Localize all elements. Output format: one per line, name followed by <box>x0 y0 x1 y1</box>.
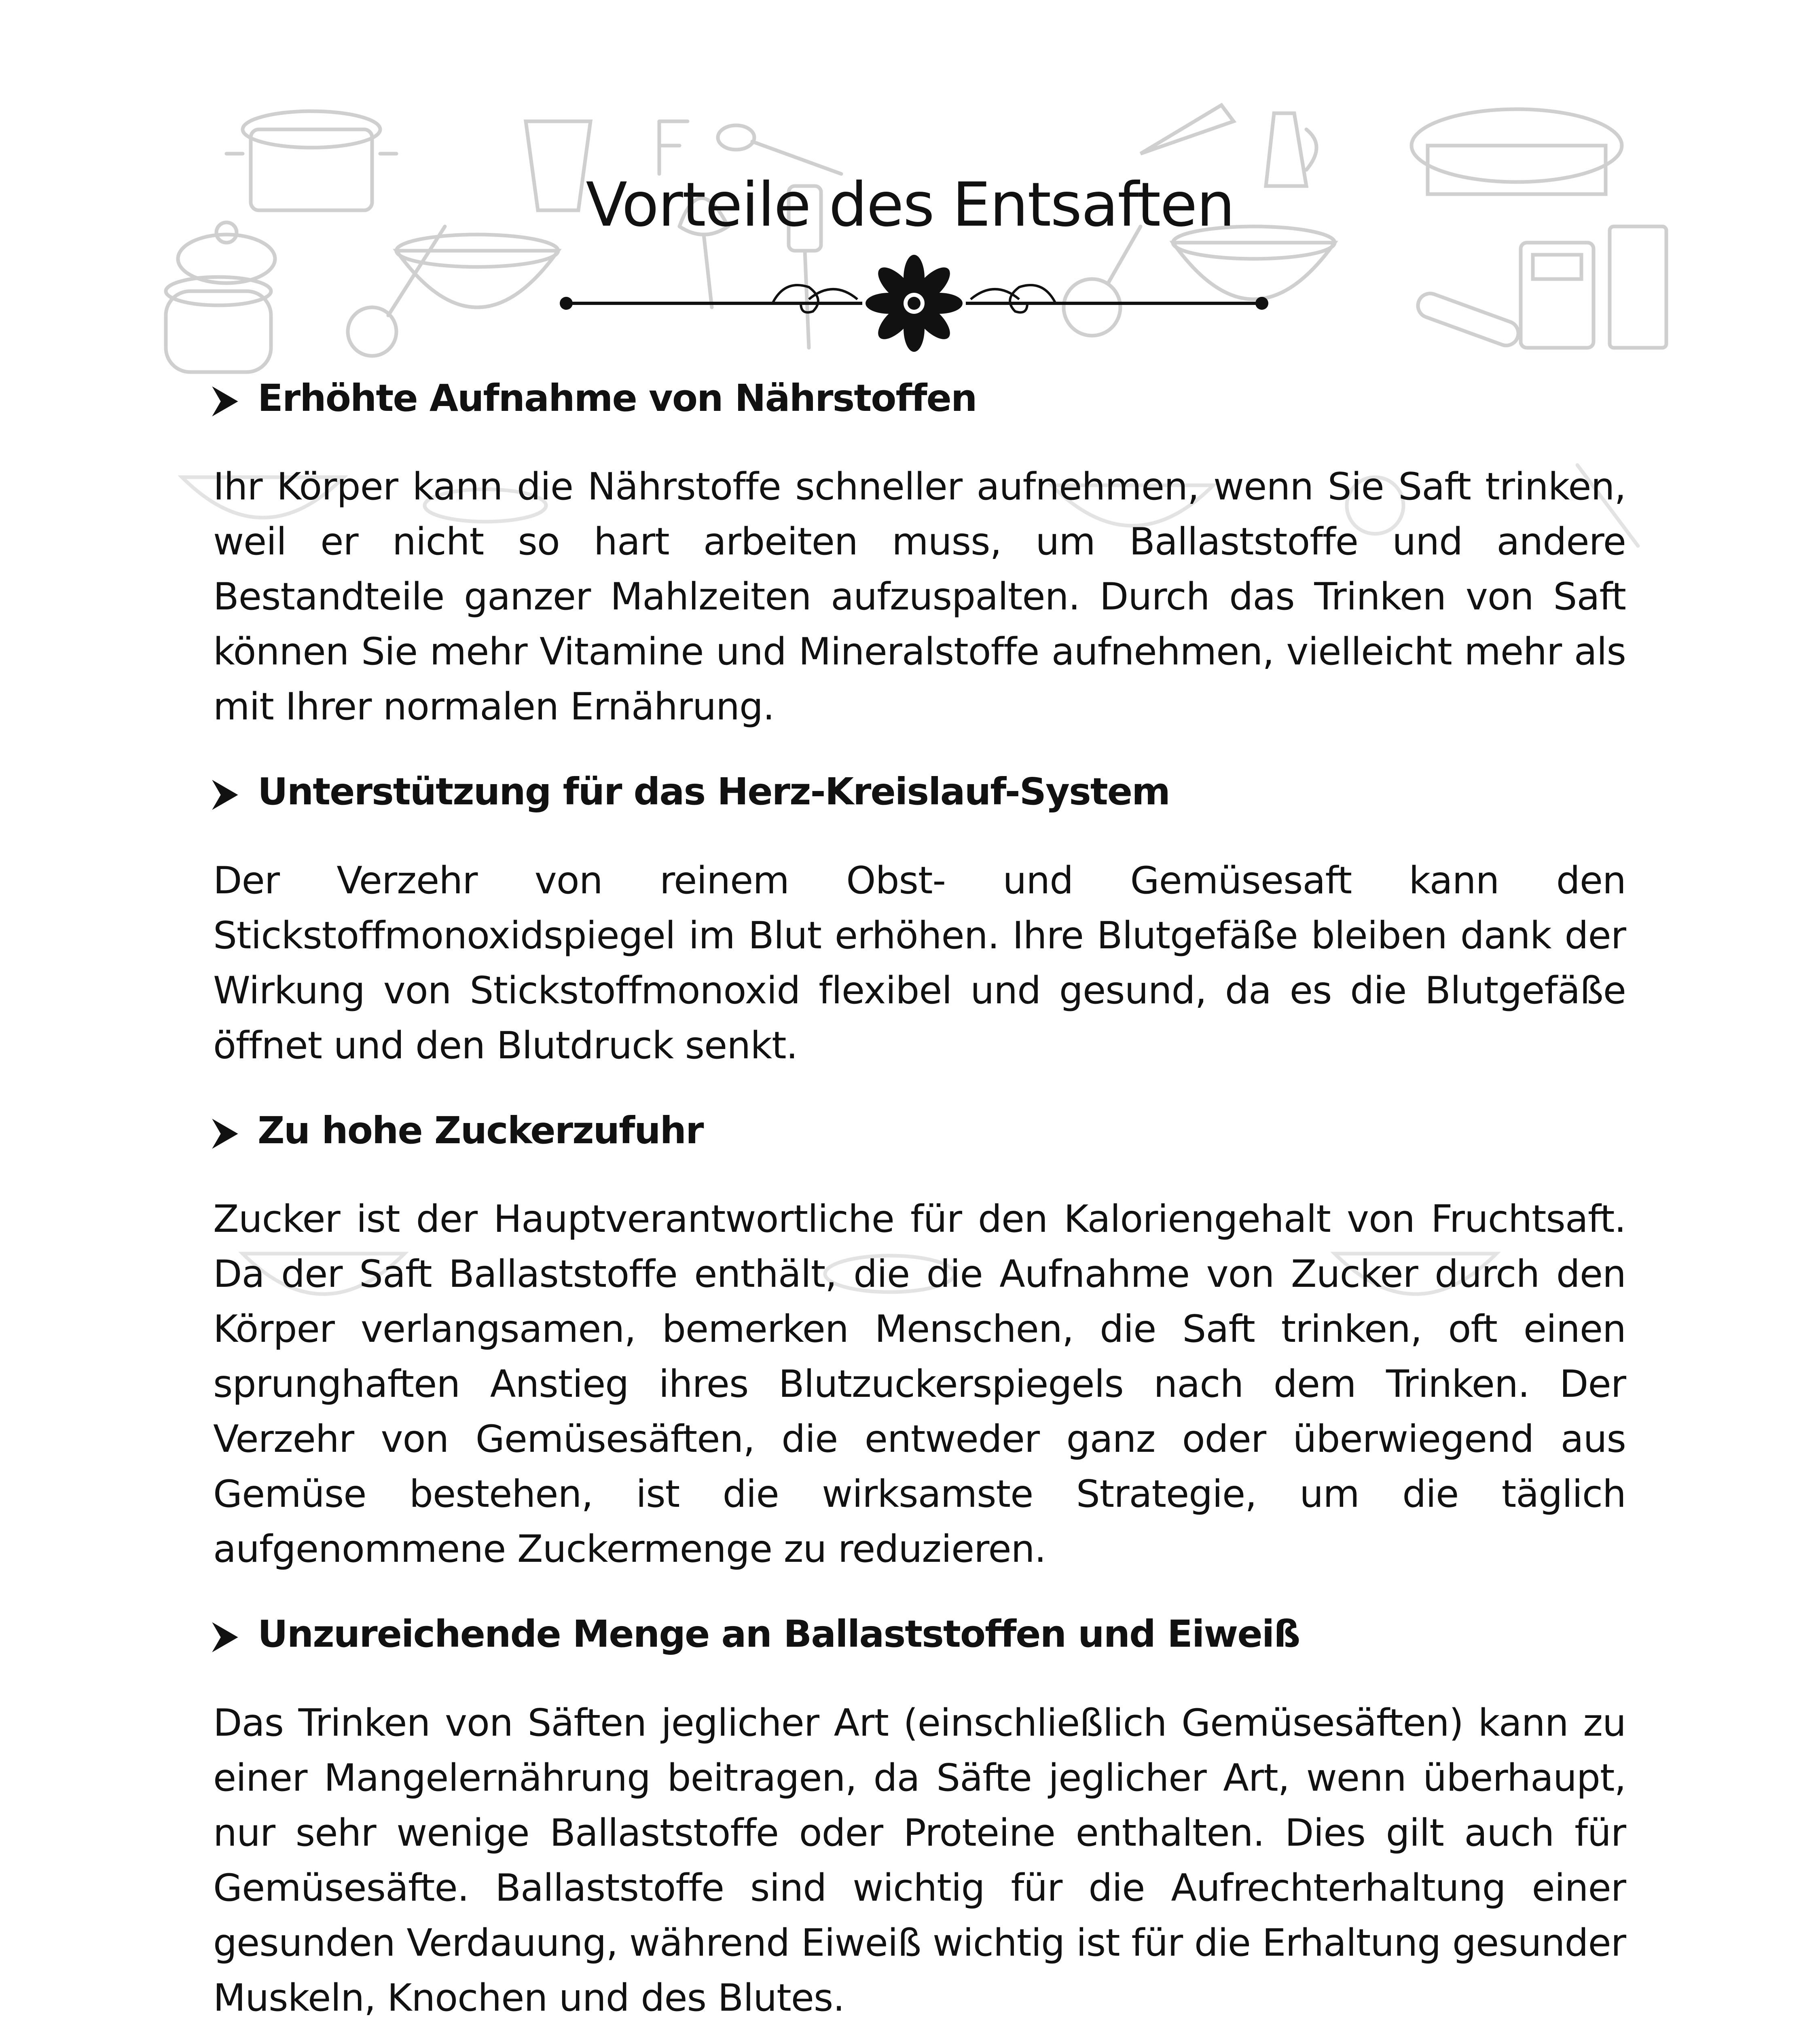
ladle-icon <box>348 226 445 356</box>
section-herz-kreislauf <box>213 770 1626 1072</box>
section-naehrstoffe <box>213 376 1626 734</box>
section-zuckerzufuhr <box>213 1108 1626 1576</box>
section-heading-text: Unterstützung für das Herz-Kreislauf-System <box>258 770 1170 814</box>
section-paragraph: Zucker ist der Hauptverantwortliche für den Kaloriengehalt von Fruchtsaft. Da der Saft Ballaststoffe enthält, die die Aufnahme von Zucker durch den Körper verlangsamen, bemerken Menschen, die Saft trinken, oft einen sprunghaften Anstieg ihres Blutzuckerspiegels nach dem Trinken. Der Verzehr von Gemüsesäften, die entweder ganz oder überwiegend aus Gemüse bestehen, ist die wirksamste Strategie, um die täglich aufgenommene Zuckermenge zu reduzieren. <box>213 1197 1626 1571</box>
section-heading-text: Erhöhte Aufnahme von Nährstoffen <box>258 376 977 420</box>
thermometer-icon <box>659 121 688 174</box>
main-content <box>213 376 1626 2022</box>
grater-icon <box>1610 226 1666 348</box>
section-paragraph: Das Trinken von Säften jeglicher Art (einschließlich Gemüsesäften) kann zu einer Mangelernährung beitragen, da Säfte jeglicher Art, wenn überhaupt, nur sehr wenige Ballaststoffe oder Proteine enthalten. Dies gilt auch für Gemüsesäfte. Ballaststoffe sind wichtig für die Aufrechterhaltung einer gesunden Verdauung, während Eiweiß wichtig ist für die Erhaltung gesunder Muskeln, Knochen und des Blutes. <box>213 1701 1626 2020</box>
section-heading-text: Zu hohe Zuckerzufuhr <box>258 1108 703 1152</box>
spoon-icon <box>718 125 841 174</box>
section-ballaststoffe-eiweiss <box>213 1612 1626 2022</box>
arrowhead-bullet-icon: ⮞ <box>213 1615 237 1655</box>
arrowhead-bullet-icon: ⮞ <box>213 379 237 419</box>
section-paragraph: Ihr Körper kann die Nährstoffe schneller aufnehmen, wenn Sie Saft trinken, weil er nicht so hart arbeiten muss, um Ballaststoffe und andere Bestandteile ganzer Mahlzeiten aufzuspalten. Durch das Trinken von Saft können Sie mehr Vitamine und Mineralstoffe aufnehmen, vielleicht mehr als mit Ihrer normalen Ernährung. <box>213 465 1626 729</box>
rolling-pin-icon <box>1415 290 1522 349</box>
flourish-flower-divider-icon <box>558 255 1270 360</box>
section-paragraph: Der Verzehr von reinem Obst- und Gemüsesaft kann den Stickstoffmonoxidspiegel im Blut erhöhen. Ihre Blutgefäße bleiben dank der Wirkung von Stickstoffmonoxid flexibel und gesund, da es die Blutgefäße öffnet und den Blutdruck senkt. <box>213 858 1626 1067</box>
section-heading <box>213 770 1626 814</box>
bowl-icon <box>396 235 558 307</box>
section-heading <box>213 376 1626 421</box>
page-title: Vorteile des Entsaften <box>586 170 1234 240</box>
cooking-pot-icon <box>166 277 271 372</box>
knife-icon <box>1141 105 1234 154</box>
section-heading <box>213 1108 1626 1153</box>
arrowhead-bullet-icon: ⮞ <box>213 773 237 813</box>
calculator-icon <box>1521 243 1594 348</box>
section-heading <box>213 1612 1626 1656</box>
section-heading-text: Unzureichende Menge an Ballaststoffen und Eiweiß <box>258 1612 1300 1656</box>
arrowhead-bullet-icon: ⮞ <box>213 1111 237 1151</box>
